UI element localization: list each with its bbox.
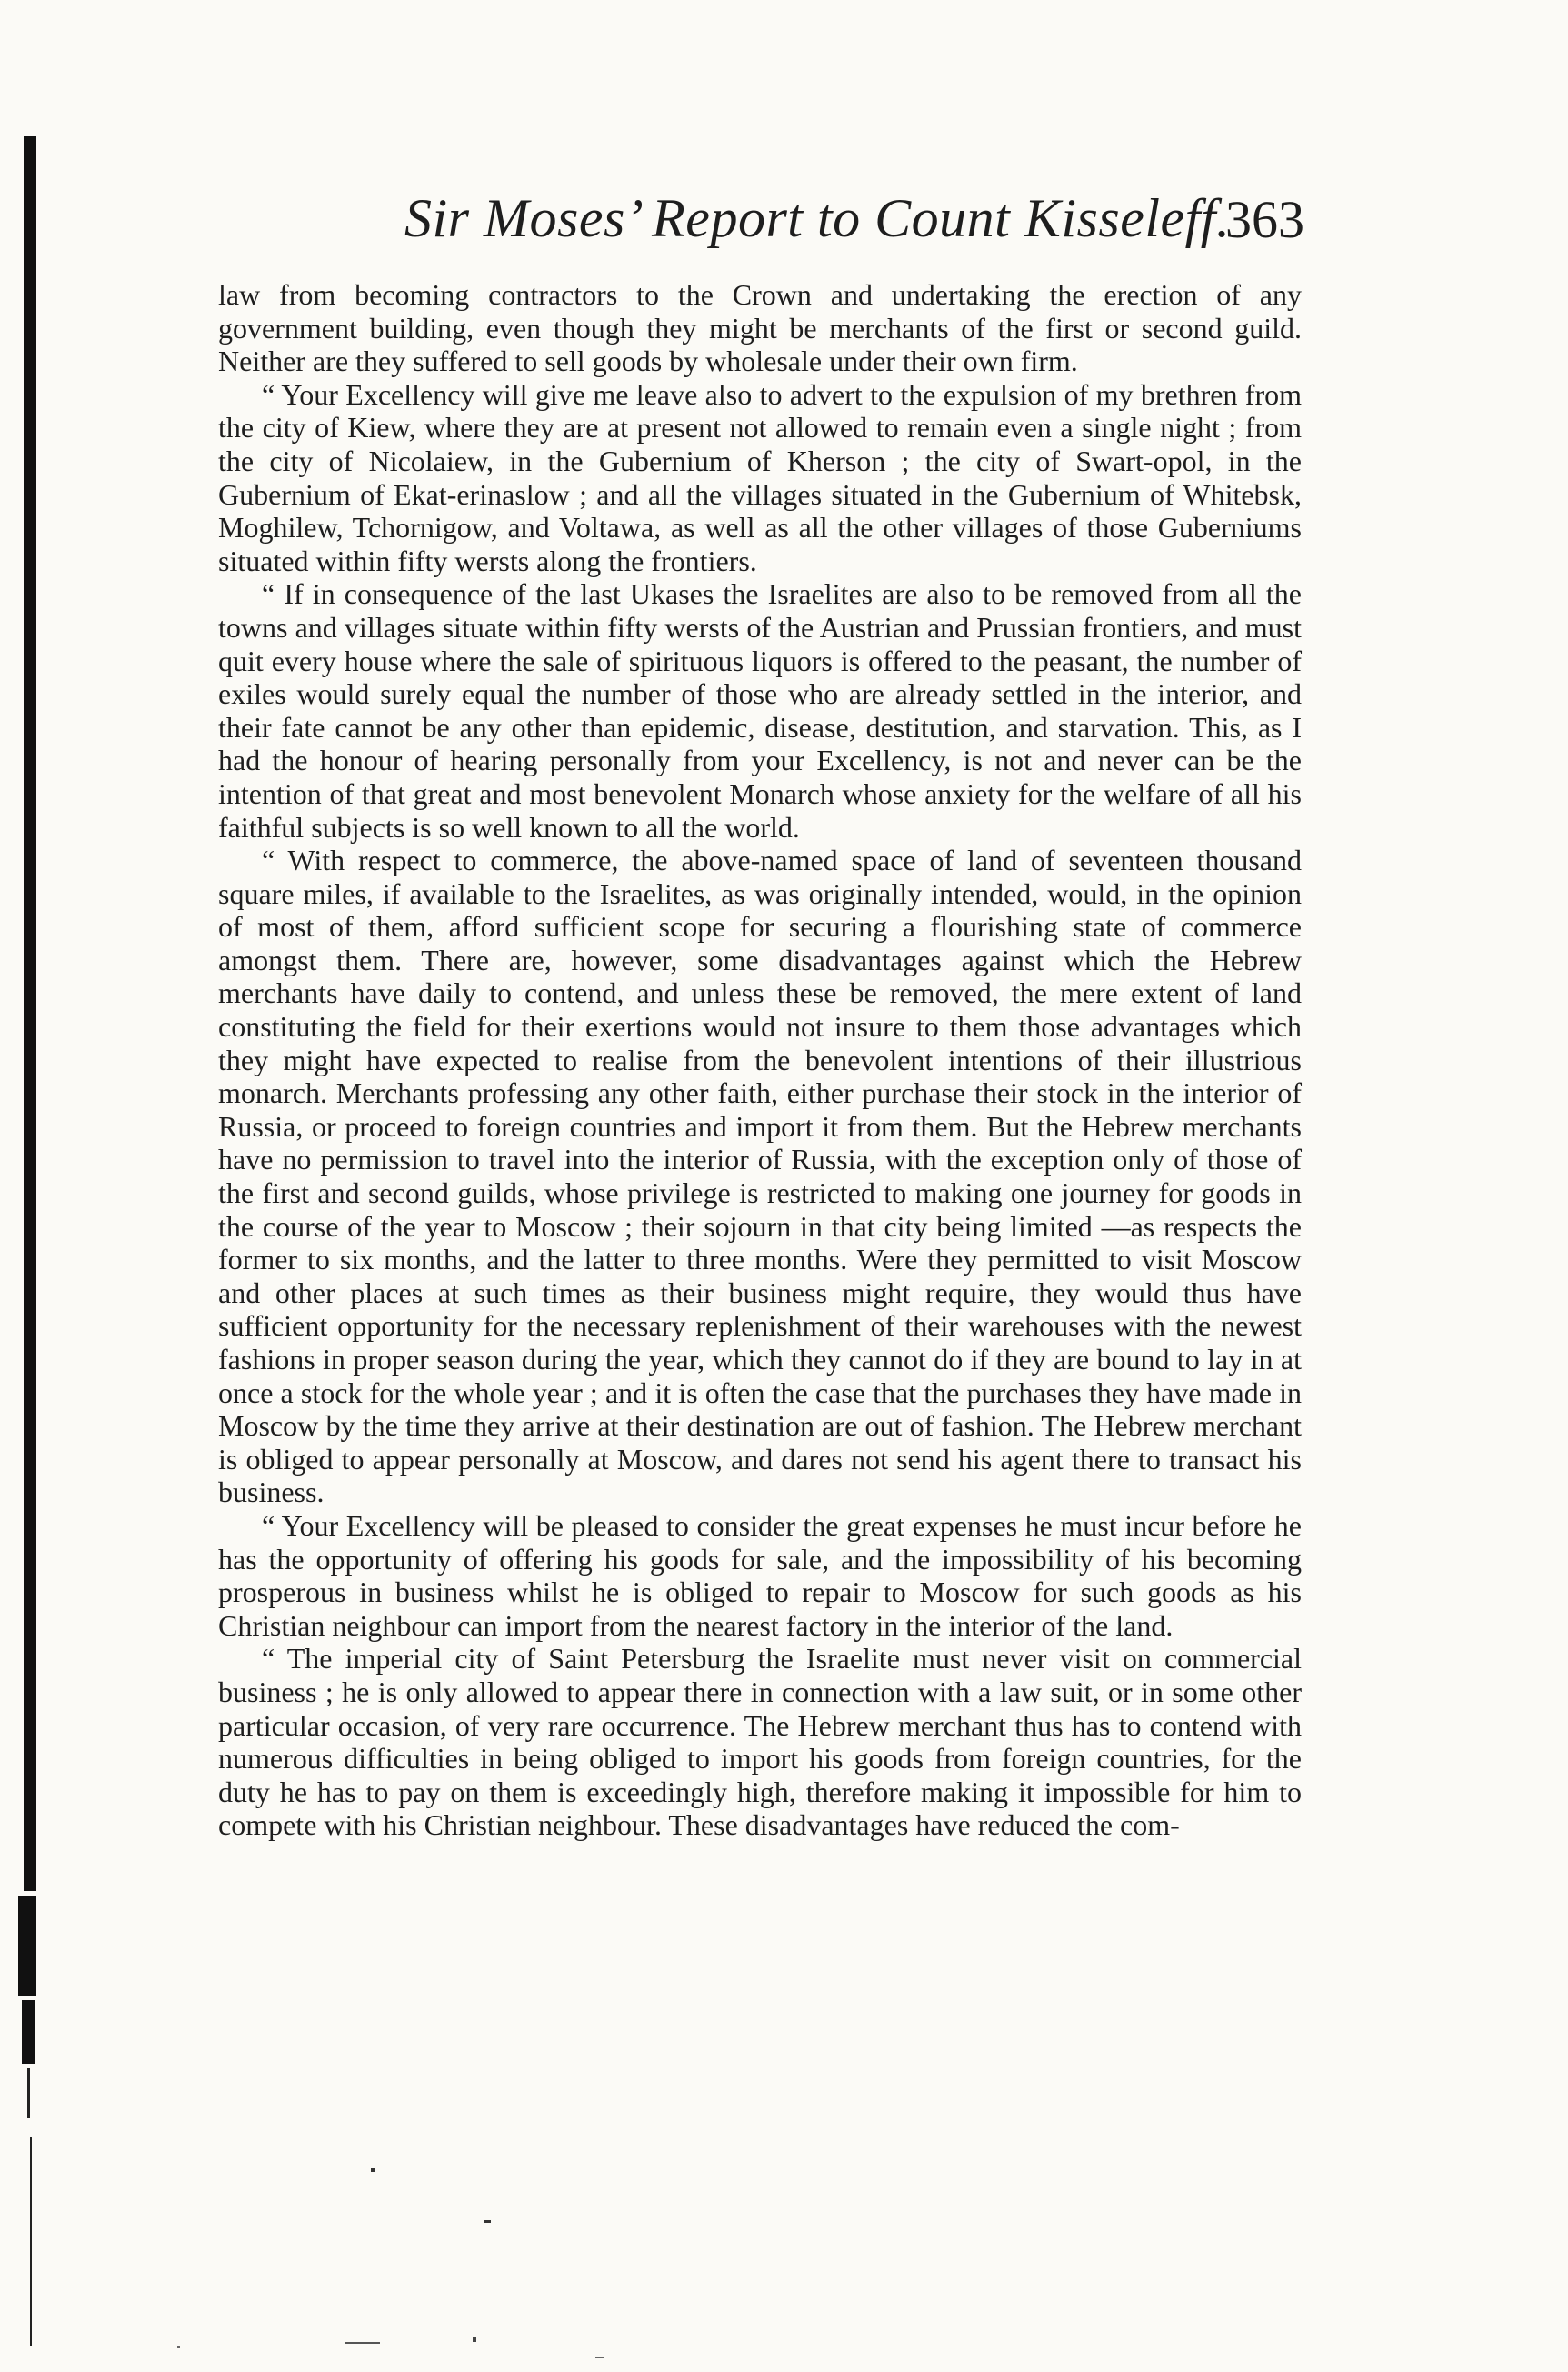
running-title: Sir Moses’ Report to Count Kisseleff. — [404, 188, 1231, 248]
paragraph: “ Your Excellency will be pleased to consider the great expenses he must incur before he has the opportunity of offering his goods for sale, and the impossibility of his becoming prosperous in business whilst he is obliged to repair to Moscow for such goods as his Christian neighbour can import from the nearest factory in the interior of the land. — [218, 1508, 1302, 1642]
page-header — [214, 187, 1304, 260]
body-text — [218, 278, 1302, 1842]
paragraph: “ The imperial city of Saint Petersburg the Israelite must never visit on commercial business ; he is only allowed to appear there in connection with a law suit, or in some other particular occasion, of very rare occurrence. The Hebrew merchant thus has to contend with numerous difficulties in being obliged to import his goods from foreign countries, for the duty he has to pay on them is exceedingly high, therefore making it impossible for him to compete with his Christian neighbour. These disadvantages have reduced the com- — [218, 1642, 1302, 1842]
page-binding-edge — [0, 136, 44, 2118]
page-number: 363 — [1225, 190, 1304, 249]
paragraph: law from becoming contractors to the Crown and undertaking the erection of any government building, even though they might be merchants of the first or second guild. Neither are they suffered to sell goods by wholesale under their own firm. — [218, 278, 1302, 378]
paragraph: “ Your Excellency will give me leave also to advert to the expulsion of my brethren from the city of Kiew, where they are at present not allowed to remain even a single night ; from the city of Nicolaiew, in the Gubernium of Kherson ; the city of Swart-opol, in the Gubernium of Ekat-erinaslow ; and all the villages situated in the Gubernium of Whitebsk, Moghilew, Tchornigow, and Voltawa, as well as all the other villages of those Guberniums situated within fifty wersts along the frontiers. — [218, 377, 1302, 577]
paragraph: “ With respect to commerce, the above-named space of land of seventeen thousand square miles, if available to the Israelites, as was originally intended, would, in the opinion of most of them, afford sufficient scope for securing a flourishing state of commerce amongst them. There are, however, some disadvantages against which the Hebrew merchants have daily to contend, and unless these be removed, the mere extent of land constituting the field for their exertions would not insure to them those advantages which they might have expected to realise from the benevolent intentions of their illustrious monarch. Merchants professing any other faith, either purchase their stock in the interior of Russia, or proceed to foreign countries and import it from them. But the Hebrew merchants have no permission to travel into the interior of Russia, with the exception only of those of the first and second guilds, whose privilege is restricted to making one journey for goods in the course of the year to Moscow ; their sojourn in that city being limited —as respects the former to six months, and the latter to three months. Were they permitted to visit Moscow and other places at such times as their business might require, they would thus have sufficient opportunity for the necessary replenishment of their warehouses with the newest fashions in proper season during the year, which they cannot do if they are bound to lay in at once a stock for the whole year ; and it is often the case that the purchases they have made in Moscow by the time they arrive at their destination are out of fashion. The Hebrew merchant is obliged to appear personally at Moscow, and dares not send his agent there to transact his business. — [218, 844, 1302, 1509]
paragraph: “ If in consequence of the last Ukases the Israelites are also to be removed from all the towns and villages situate within fifty wersts of the Austrian and Prussian frontiers, and must quit every house where the sale of spirituous liquors is offered to the peasant, the number of exiles would surely equal the number of those who are already settled in the interior, and their fate cannot be any other than epidemic, disease, destitution, and starvation. This, as I had the honour of hearing personally from your Excellency, is not and never can be the intention of that great and most benevolent Monarch whose anxiety for the welfare of all his faithful subjects is so well known to all the world. — [218, 577, 1302, 844]
